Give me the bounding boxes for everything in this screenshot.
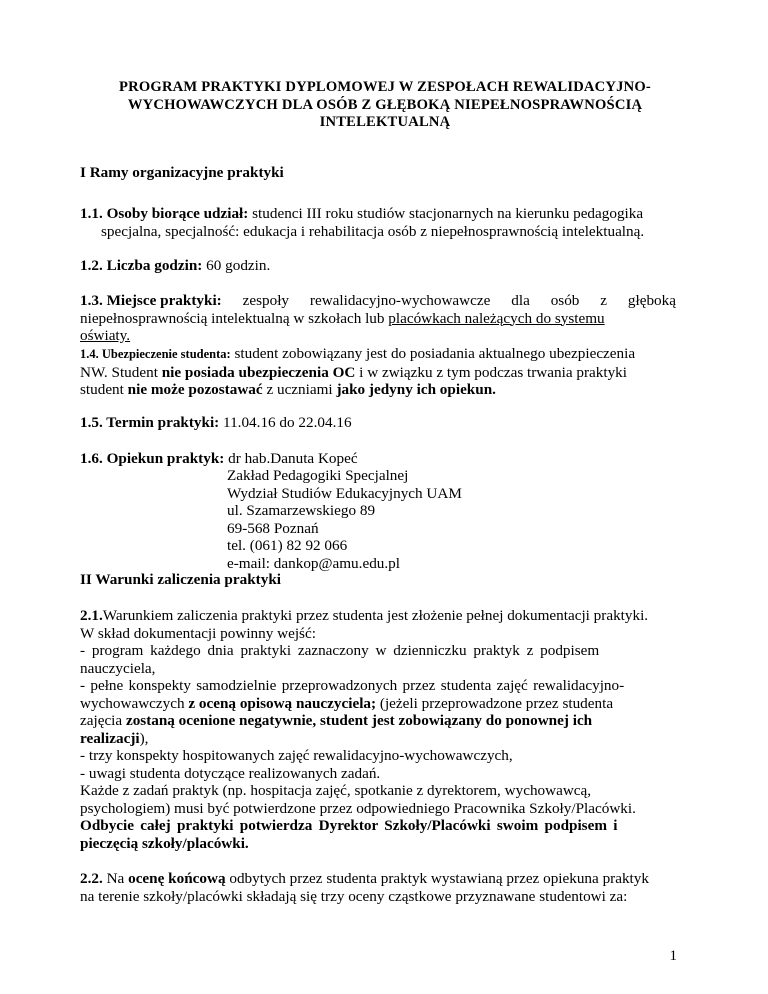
p22-bold-1b: ocenę końcową — [128, 870, 226, 887]
paragraph-2-1 — [80, 607, 676, 852]
p21-list-item: - trzy konspekty hospitowanych zajęć rewalidacyjno-wychowawczych, — [80, 747, 513, 764]
p21-bold-13: Odbycie całej praktyki potwierdza Dyrektor Szkoły/Placówki swoim podpisem i — [80, 817, 618, 834]
p13-word: z — [600, 292, 608, 309]
p21-text-5: - pełne konspekty samodzielnie przeprowadzonych przez studenta zajęć rewalidacyjno- — [80, 677, 625, 694]
p16-label: 1.6. Opiekun praktyk: — [80, 450, 225, 467]
p21-bold-8a: realizacji — [80, 729, 140, 747]
p21-text-6c: (jeżeli przeprowadzone przez studenta — [376, 694, 614, 712]
paragraph-1-6 — [80, 450, 676, 468]
p14-text-3c: z uczniami — [262, 381, 337, 398]
address-line: ul. Szamarzewskiego 89 — [227, 502, 376, 519]
p13-word: rewalidacyjno-wychowawcze — [309, 292, 491, 309]
p12-text: 60 godzin. — [202, 257, 271, 274]
p13-label: 1.3. Miejsce praktyki: — [80, 292, 222, 309]
address-line: Zakład Pedagogiki Specjalnej — [227, 467, 409, 484]
p21-bold-6b: z oceną opisową nauczyciela; — [188, 694, 377, 712]
p21-text-7a: zajęcia — [80, 712, 126, 729]
paragraph-1-3 — [80, 292, 676, 345]
p22-label: 2.2. — [80, 870, 103, 887]
p21-bold-14: pieczęcią szkoły/placówki. — [80, 834, 249, 852]
p11-text-1: studenci III roku studiów stacjonarnych na kierunku pedagogika — [248, 205, 644, 222]
p13-word: zespoły — [242, 292, 290, 309]
address-line: 69-568 Poznań — [227, 519, 319, 537]
paragraph-2-2 — [80, 870, 676, 905]
address-line: tel. (061) 82 92 066 — [227, 537, 348, 554]
p21-text-12: psychologiem) musi być potwierdzone przez odpowiedniego Pracownika Szkoły/Placówki. — [80, 799, 636, 817]
p21-list-item: - uwagi studenta dotyczące realizowanych zadań. — [80, 764, 381, 782]
p11-label: 1.1. Osoby biorące udział: — [80, 205, 249, 222]
section-1-heading — [80, 164, 676, 182]
p22-text-1a: Na — [102, 870, 129, 887]
title-line-2: WYCHOWAWCZYCH DLA OSÓB Z GŁĘBOKĄ NIEPEŁNOSPRAWNOŚCIĄ — [127, 96, 643, 113]
p22-text-1c: odbytych przez studenta praktyk wystawianą przez opiekuna praktyk — [225, 870, 649, 887]
p14-label: 1.4. Ubezpieczenie studenta: — [80, 347, 231, 361]
p21-text-8b: ), — [139, 729, 149, 747]
p13-underlined-3: oświaty. — [80, 327, 131, 344]
p14-text-3a: student — [80, 381, 128, 398]
p14-bold-2b: nie posiada ubezpieczenia OC — [161, 363, 356, 381]
title-line-3: INTELEKTUALNĄ — [319, 114, 451, 130]
p12-label: 1.2. Liczba godzin: — [80, 257, 203, 274]
p21-text-4: nauczyciela, — [80, 659, 156, 677]
title-line-1: PROGRAM PRAKTYKI DYPLOMOWEJ W ZESPOŁACH REWALIDACYJNO- — [118, 79, 651, 95]
supervisor-name: dr hab.Danuta Kopeć — [224, 450, 358, 467]
p14-text-2a: NW. Student — [80, 363, 162, 381]
paragraph-1-2 — [80, 257, 676, 275]
paragraph-1-1 — [80, 205, 676, 240]
p14-bold-3d: jako jedyny ich opiekun. — [336, 381, 496, 398]
p13-word: głęboką — [627, 292, 676, 309]
p13-word: osób — [550, 292, 580, 309]
p14-text-1: student zobowiązany jest do posiadania aktualnego ubezpieczenia — [230, 345, 636, 362]
address-line: Wydział Studiów Edukacyjnych UAM — [227, 484, 462, 502]
p21-text-2: W skład dokumentacji powinny wejść: — [80, 624, 316, 642]
p14-bold-3b: nie może pozostawać — [127, 381, 263, 398]
page-number: 1 — [669, 948, 677, 964]
p15-text: 11.04.16 do 22.04.16 — [219, 414, 352, 431]
p21-text-1: Warunkiem zaliczenia praktyki przez studenta jest złożenie pełnej dokumentacji praktyki. — [102, 607, 649, 624]
section-2-heading-text: II Warunki zaliczenia praktyki — [80, 571, 281, 588]
p11-text-2: specjalna, specjalność: edukacja i rehabilitacja osób z niepełnosprawnością intelektualną. — [101, 222, 645, 240]
paragraph-1-4 — [80, 345, 676, 399]
p21-bold-7b: zostaną ocenione negatywnie, student jest zobowiązany do ponownej ich — [125, 712, 593, 729]
p21-text-11: Każde z zadań praktyk (np. hospitacja zajęć, spotkanie z dyrektorem, wychowawcą, — [80, 782, 592, 799]
p21-text-6a: wychowawczych — [80, 694, 189, 712]
p14-text-2c: i w związku z tym podczas trwania praktyki — [355, 363, 627, 381]
p22-text-2: na terenie szkoły/placówki składają się trzy oceny cząstkowe przyznawane studentowi za: — [80, 887, 628, 905]
p21-label: 2.1. — [80, 607, 103, 624]
p15-label: 1.5. Termin praktyki: — [80, 414, 220, 431]
p13-line-1 — [80, 292, 676, 310]
p13-text-2: niepełnosprawnością intelektualną w szkołach lub — [80, 309, 389, 327]
p21-text-3: - program każdego dnia praktyki zaznaczony w dzienniczku praktyk z podpisem — [80, 642, 600, 659]
paragraph-1-5 — [80, 414, 676, 432]
p13-underlined-2: placówkach należących do systemu — [388, 309, 605, 327]
supervisor-address — [227, 467, 462, 572]
document-title — [80, 79, 690, 132]
section-1-heading-text: I Ramy organizacyjne praktyki — [80, 164, 284, 181]
email-address: e-mail: dankop@amu.edu.pl — [227, 554, 400, 572]
p13-word: dla — [511, 292, 530, 309]
section-2-heading — [80, 571, 676, 589]
